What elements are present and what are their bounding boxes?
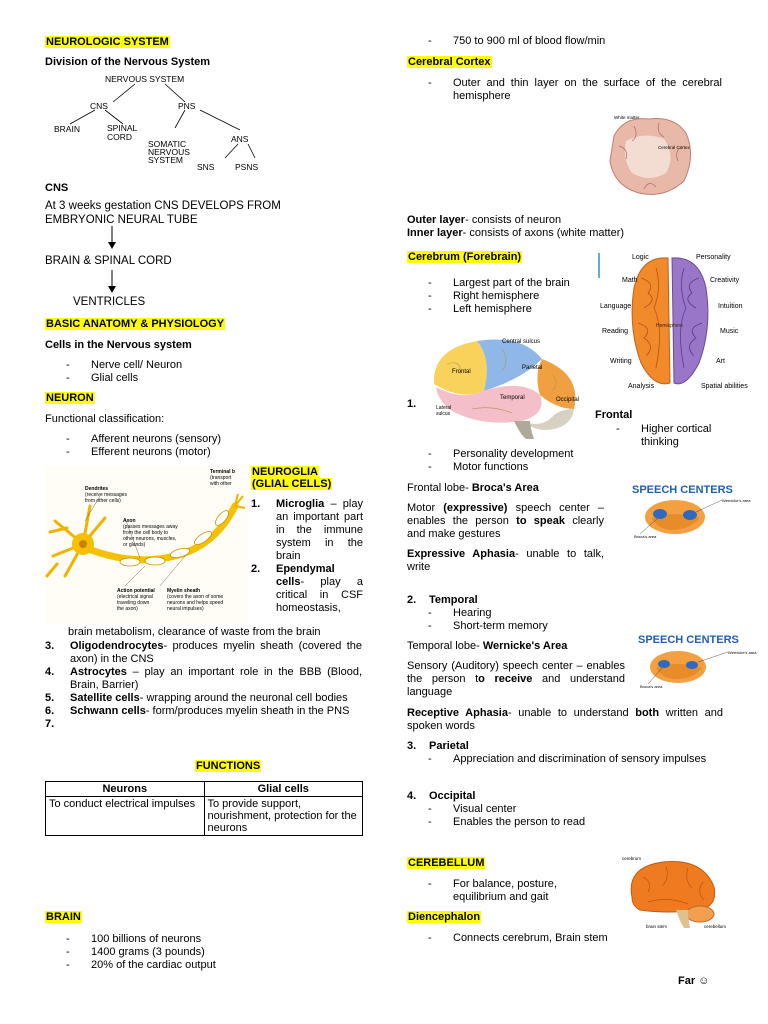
label-occipital: Occipital: [556, 397, 580, 403]
list-item: - Appreciation and discrimination of sensory impulses: [428, 753, 723, 766]
tree-cord: CORD: [107, 132, 133, 142]
label-terminal-2: (transport: [210, 475, 232, 481]
neuron-types-list: [66, 433, 356, 459]
speech-centers-image: [630, 482, 751, 542]
label-writing: Writing: [610, 358, 632, 365]
list-item: - Personality development: [428, 448, 628, 461]
label-dendrites-2: (receive messages: [85, 492, 127, 498]
cns-heading: CNS: [45, 182, 69, 194]
label-frontal: Frontal: [452, 369, 471, 375]
list-item: - Connects cerebrum, Brain stem: [428, 932, 610, 945]
neuroglia-heading: NEUROGLIA: [252, 466, 318, 478]
label-dendrites: Dendrites: [85, 486, 109, 492]
neuroglia-heading-2: (GLIAL CELLS): [252, 478, 332, 490]
functions-heading: FUNCTIONS: [196, 760, 261, 772]
label-ap-4: the axon): [117, 606, 138, 612]
label-dendrites-3: from other cells): [85, 498, 121, 504]
motor-speech-text: Motor (expressive) speech center – enables the person to speak clearly and make gestures: [407, 502, 604, 540]
label-broca: Broca's area: [634, 534, 657, 539]
label-ap-3: traveling down: [117, 600, 150, 606]
diencephalon-heading: Diencephalon: [408, 911, 481, 923]
neuron-diagram-image: [45, 466, 248, 624]
list-item: - Largest part of the brain: [428, 277, 588, 290]
glia-continuation: brain metabolism, clearance of waste from the brain: [68, 626, 321, 638]
list-item: 5. Satellite cells- wrapping around the neuronal cell bodies: [45, 692, 348, 704]
label-cerebellum: cerebellum: [704, 924, 727, 929]
list-item: 2. Ependymal cells- play a critical in CSF homeostasis,: [251, 563, 363, 614]
list-item: - Visual center: [428, 803, 648, 816]
label-brain-stem: brain stem: [646, 924, 668, 929]
list-item: - Motor functions: [428, 461, 628, 474]
label-parietal: Parietal: [522, 365, 543, 371]
label-wernicke-2: Wernicke's area: [728, 650, 757, 655]
list-item: - 100 billions of neurons: [66, 933, 356, 946]
list-item: - Afferent neurons (sensory): [66, 433, 356, 446]
label-logic: Logic: [632, 254, 649, 261]
label-action-potential: Action potential: [117, 588, 155, 594]
table-cell: To conduct electrical impulses: [46, 797, 205, 836]
list-item: - Higher cortical thinking: [616, 423, 724, 449]
label-wernicke: Wernicke's area: [722, 498, 751, 503]
label-spatial: Spatial abilities: [701, 383, 748, 390]
label-intuition: Intuition: [718, 303, 743, 310]
label-terminal: Terminal b: [210, 469, 235, 475]
list-item: 6. Schwann cells- form/produces myelin sheath in the PNS: [45, 705, 350, 717]
occipital-list: [428, 803, 648, 829]
label-axon-2: (passes messages away: [123, 524, 178, 530]
functions-table: [45, 781, 363, 836]
cerebrum-list: [428, 277, 588, 316]
label-analysis: Analysis: [628, 383, 655, 390]
cerebrum-heading: Cerebrum (Forebrain): [408, 251, 522, 263]
tree-brain: BRAIN: [54, 124, 80, 134]
label-temporal: Temporal: [500, 395, 525, 401]
speech-title: SPEECH CENTERS: [632, 484, 733, 496]
list-item: - Right hemisphere: [428, 290, 588, 303]
neuroglia-block: [251, 466, 363, 615]
cortex-list: [428, 77, 722, 103]
tree-somatic-2: NERVOUS: [148, 147, 190, 157]
label-sulcus: sulcus: [436, 411, 451, 417]
arrow-down-icon: [105, 226, 119, 250]
list-item: 7.: [45, 718, 55, 730]
speech-centers-image-2: [636, 632, 757, 690]
frontal-list: [616, 423, 724, 449]
label-hemisphere: Hemisphere: [656, 323, 683, 329]
sensory-speech-text: Sensory (Auditory) speech center – enables the person to receive and understand language: [407, 660, 626, 698]
list-item: 3. Oligodendrocytes- produces myelin sheath (covered the axon) in the CNS: [45, 640, 362, 665]
list-item: - Glial cells: [66, 372, 346, 385]
list-item: - 1400 grams (3 pounds): [66, 946, 356, 959]
brain-spinal-cord: BRAIN & SPINAL CORD: [45, 255, 172, 267]
arrow-down-icon: [105, 270, 119, 294]
section-title-neuron: NEURON: [46, 392, 94, 404]
occipital-heading: Occipital: [429, 790, 476, 802]
outer-layer: Outer layer- consists of neuron: [407, 214, 562, 226]
temporal-heading: Temporal: [429, 594, 478, 606]
label-central-sulcus: Central sulcus: [502, 339, 541, 345]
table-row: [46, 797, 363, 836]
list-item: - For balance, posture, equilibrium and gait: [428, 878, 578, 904]
label-myelin: Myelin sheath: [167, 588, 201, 594]
cerebellum-heading: CEREBELLUM: [408, 857, 485, 869]
item-number: 1.: [407, 398, 417, 410]
label-art: Art: [716, 358, 725, 365]
list-item: - Hearing: [428, 607, 608, 620]
glia-list: [45, 640, 362, 731]
page-footer: Far ☺: [678, 975, 710, 987]
label-ap-2: (electrical signal: [117, 594, 153, 600]
section-title-anatomy: BASIC ANATOMY & PHYSIOLOGY: [46, 318, 225, 330]
list-item: - 20% of the cardiac output: [66, 959, 356, 972]
label-math: Math: [622, 277, 638, 284]
label-reading: Reading: [602, 328, 629, 335]
label-music: Music: [720, 328, 739, 335]
tree-sns: SNS: [197, 162, 215, 172]
list-item: - Outer and thin layer on the surface of the cerebral hemisphere: [428, 77, 722, 103]
list-item: - Nerve cell/ Neuron: [66, 359, 346, 372]
speech-title-2: SPEECH CENTERS: [638, 634, 739, 646]
tree-root: NERVOUS SYSTEM: [105, 74, 185, 84]
receptive-aphasia: Receptive Aphasia- unable to understand both written and spoken words: [407, 707, 723, 732]
cortex-heading: Cerebral Cortex: [408, 56, 491, 68]
tree-somatic-3: SYSTEM: [148, 155, 183, 165]
parietal-heading: Parietal: [429, 740, 469, 752]
blood-flow: - 750 to 900 ml of blood flow/min: [428, 35, 728, 48]
label-axon-4: other neurons, muscles,: [123, 536, 177, 542]
nervous-system-tree-diagram: [45, 72, 275, 172]
label-myelin-3: neurons and helps speed: [167, 600, 224, 606]
list-item: - Short-term memory: [428, 620, 608, 633]
cells-heading: Cells in the Nervous system: [45, 339, 192, 351]
table-header-row: [46, 782, 363, 797]
expressive-aphasia: Expressive Aphasia- unable to talk, write: [407, 548, 604, 573]
list-item: 1. Microglia – play an important part in the immune system in the brain: [251, 498, 363, 562]
label-axon-3: from the cell body to: [123, 530, 169, 536]
label-terminal-3: with other: [210, 481, 232, 487]
list-item: - Left hemisphere: [428, 303, 588, 316]
label-lateral: Lateral: [436, 405, 452, 411]
label-creativity: Creativity: [710, 277, 740, 284]
label-broca-2: Broca's area: [640, 684, 663, 689]
cerebellum-image: [618, 852, 728, 930]
section-title-neurologic: NEUROLOGIC SYSTEM: [46, 36, 169, 48]
brain-lobes-image: [422, 329, 588, 441]
functional-classification: Functional classification:: [45, 413, 165, 425]
tree-psns: PSNS: [235, 162, 259, 172]
item-number: 3.: [407, 740, 417, 752]
cerebral-cortex-image: [604, 111, 706, 201]
tree-pns: PNS: [178, 101, 196, 111]
label-axon-5: or glands): [123, 542, 146, 548]
ventricles: VENTRICLES: [73, 296, 146, 308]
tree-cns: CNS: [90, 101, 108, 111]
tree-spinal: SPINAL: [107, 123, 138, 133]
cns-line-2: EMBRYONIC NEURAL TUBE: [45, 214, 198, 226]
section-title-brain: BRAIN: [46, 911, 81, 923]
frontal-heading: Frontal: [595, 409, 633, 421]
label-language: Language: [600, 303, 632, 310]
label-myelin-2: (covers the axon of some: [167, 594, 224, 600]
diencephalon-list: [428, 932, 610, 945]
label-cerebrum: cerebrum: [622, 856, 642, 861]
table-header: Glial cells: [204, 782, 363, 797]
inner-layer: Inner layer- consists of axons (white matter): [407, 227, 625, 239]
table-cell: To provide support, nourishment, protection for the neurons: [204, 797, 363, 836]
temporal-list: [428, 607, 608, 633]
list-item: 4. Astrocytes – play an important role in the BBB (Blood, Brain, Barrier): [45, 666, 362, 691]
cns-line-1: At 3 weeks gestation CNS DEVELOPS FROM: [45, 200, 281, 212]
list-item: - Enables the person to read: [428, 816, 648, 829]
broca-line: Frontal lobe- Broca's Area: [407, 482, 539, 494]
label-axon: Axon: [123, 518, 136, 524]
brain-hemispheres-image: [596, 248, 748, 393]
brain-list: [66, 933, 356, 972]
cerebellum-list: [428, 878, 578, 904]
label-white-matter: White matter: [614, 115, 640, 120]
cells-list: [66, 359, 346, 385]
list-item: - Efferent neurons (motor): [66, 446, 356, 459]
label-cerebral-cortex: Cerebral Cortex: [658, 145, 690, 150]
tree-somatic: SOMATIC: [148, 139, 187, 149]
table-header: Neurons: [46, 782, 205, 797]
parietal-list: [428, 753, 723, 766]
tree-ans: ANS: [231, 134, 249, 144]
label-personality: Personality: [696, 254, 731, 261]
item-number: 4.: [407, 790, 417, 802]
item-number: 2.: [407, 594, 417, 606]
wernicke-line: Temporal lobe- Wernicke's Area: [407, 640, 568, 652]
division-heading: Division of the Nervous System: [45, 56, 211, 68]
frontal-more-list: [428, 448, 628, 474]
label-myelin-4: neural impulses): [167, 606, 204, 612]
